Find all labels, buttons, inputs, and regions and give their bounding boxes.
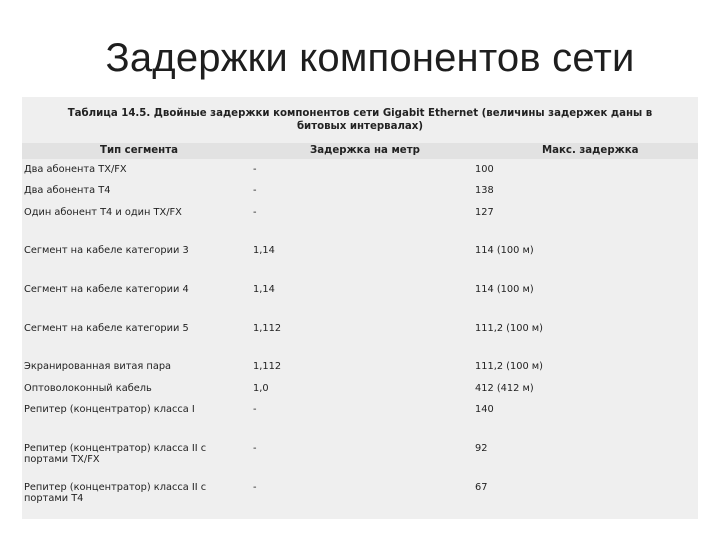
table-header-row	[22, 143, 698, 159]
cell-segment-type: Сегмент на кабеле категории 4	[24, 284, 189, 295]
cell-delay-per-meter: 1,14	[253, 245, 275, 256]
cell-delay-per-meter: 1,14	[253, 284, 275, 295]
cell-segment-type: Сегмент на кабеле категории 5	[24, 323, 189, 334]
cell-segment-type: Оптоволоконный кабель	[24, 383, 152, 394]
delay-table	[22, 97, 698, 519]
cell-delay-per-meter: 1,112	[253, 323, 282, 334]
cell-max-delay: 412 (412 м)	[475, 383, 534, 394]
cell-delay-per-meter: 1,112	[253, 361, 282, 372]
cell-delay-per-meter: 1,0	[253, 383, 269, 394]
header-segment-type: Тип сегмента	[100, 145, 178, 156]
cell-max-delay: 100	[475, 164, 494, 175]
header-max-delay: Макс. задержка	[542, 145, 639, 156]
cell-delay-per-meter: -	[253, 164, 257, 175]
cell-segment-type: Два абонента T4	[24, 185, 111, 196]
cell-segment-type: Сегмент на кабеле категории 3	[24, 245, 189, 256]
cell-max-delay: 114 (100 м)	[475, 245, 534, 256]
cell-segment-type: Один абонент T4 и один TX/FX	[24, 207, 182, 218]
cell-delay-per-meter: -	[253, 482, 257, 493]
cell-delay-per-meter: -	[253, 443, 257, 454]
cell-max-delay: 67	[475, 482, 488, 493]
cell-max-delay: 138	[475, 185, 494, 196]
cell-delay-per-meter: -	[253, 207, 257, 218]
table-caption: Таблица 14.5. Двойные задержки компонентов сети Gigabit Ethernet (величины задержек даны в битовых интервалах)	[67, 108, 653, 132]
cell-segment-type: Два абонента TX/FX	[24, 164, 127, 175]
cell-max-delay: 111,2 (100 м)	[475, 323, 544, 334]
cell-segment-type: Репитер (концентратор) класса II с портами T4	[24, 482, 207, 504]
cell-delay-per-meter: -	[253, 185, 257, 196]
cell-max-delay: 111,2 (100 м)	[475, 361, 544, 372]
cell-max-delay: 140	[475, 404, 494, 415]
cell-max-delay: 127	[475, 207, 494, 218]
cell-max-delay: 92	[475, 443, 488, 454]
cell-segment-type: Репитер (концентратор) класса II с портами TX/FX	[24, 443, 207, 465]
header-delay-per-meter: Задержка на метр	[310, 145, 420, 156]
cell-segment-type: Экранированная витая пара	[24, 361, 172, 372]
slide-title: Задержки компонентов сети	[105, 36, 635, 80]
cell-delay-per-meter: -	[253, 404, 257, 415]
cell-segment-type: Репитер (концентратор) класса I	[24, 404, 195, 415]
cell-max-delay: 114 (100 м)	[475, 284, 534, 295]
